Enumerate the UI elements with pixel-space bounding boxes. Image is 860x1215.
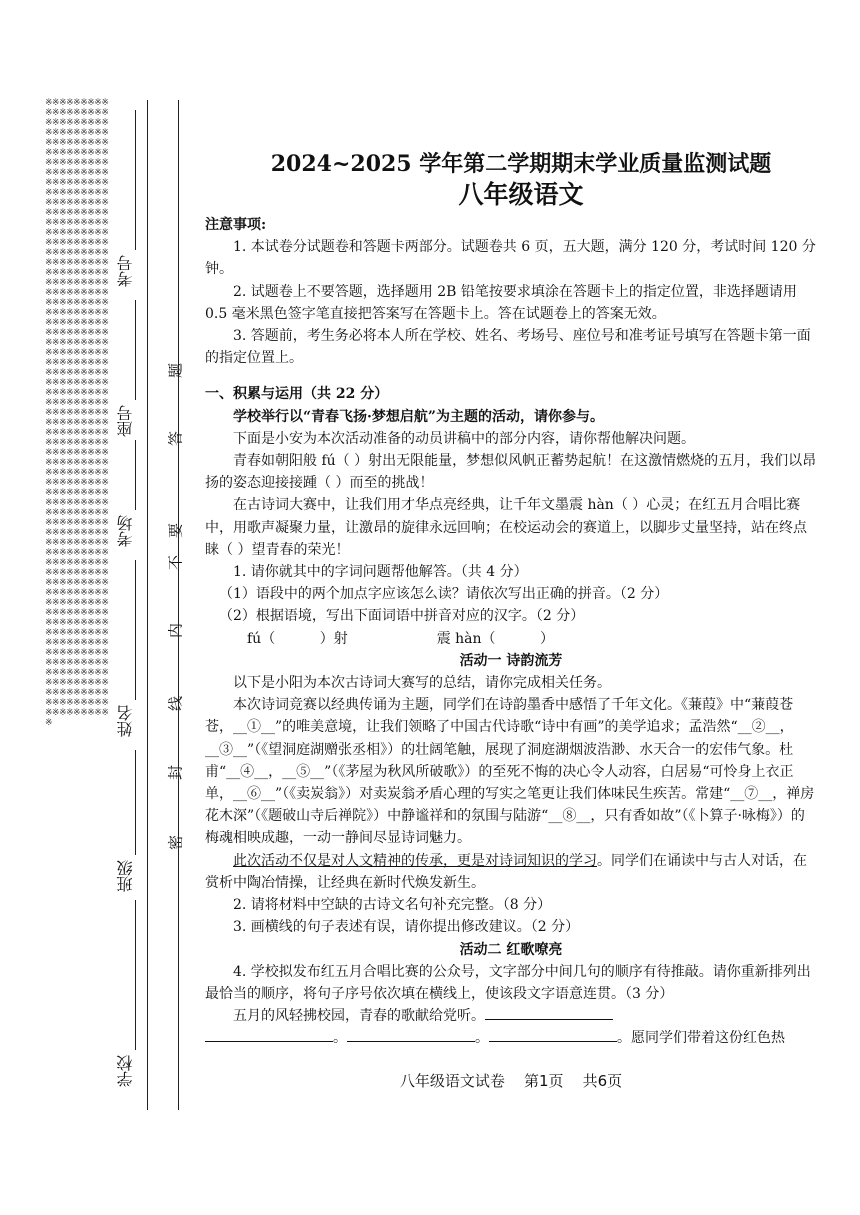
section-heading: 一、积累与运用（共 22 分） <box>205 386 389 403</box>
activity2-title: 活动二 红歌嘹亮 <box>459 941 563 958</box>
seal-char: 题 <box>166 363 185 379</box>
seat-number-label: 座号 <box>116 405 135 437</box>
seal-char: 线 <box>166 696 185 712</box>
seal-char: 要 <box>166 523 185 539</box>
speech-paragraph: 青春如朝阳般 fú（ ）射出无限能量，梦想似风帆正蓄势起航！在这激情燃烧的五月，我们以昂扬的姿态迎接接踵（ ）而至的挑战！ <box>205 453 817 492</box>
seal-char: 不 <box>166 555 185 571</box>
note-item: 1. 本试卷分试题卷和答题卡两部分。试题卷共 6 页，五大题，满分 120 分，考试时间 120 分钟。 <box>205 239 816 278</box>
answer-blank[interactable] <box>347 1027 475 1042</box>
poster-text-end: 。愿同学们带着这份红色热 <box>617 1030 785 1047</box>
class-field[interactable] <box>135 750 136 855</box>
exam-title: 2024~2025 学年第二学期期末学业质量监测试题 <box>270 151 772 177</box>
speech-paragraph: 在古诗词大赛中，让我们用才华点亮经典，让千年文墨震 hàn（ ）心灵；在红五月合唱比赛中，用歌声凝聚力量，让激昂的旋律永远回响；在校运动会的赛道上，以脚步丈量坚持，站在终点睐（ ）望青春的荣光！ <box>205 497 807 558</box>
section-intro: 学校举行以“青春飞扬·梦想启航”为主题的活动，请你参与。 <box>233 408 604 425</box>
seal-char: 答 <box>166 431 185 447</box>
name-field[interactable] <box>135 560 136 700</box>
exam-content: 2024~2025 学年第二学期期末学业质量监测试题 八年级语文 注意事项: 1. 本试卷分试题卷和答题卡两部分。试题卷共 6 页，五大题，满分 120 分，考试时间 120 分钟。 2. 试题卷上不要答题，选择题用 2B 铅笔按要求填涂在答题卡上的指定位置，非选择题请用 0.5 毫米黑色签字笔直接把答案写在答题卡上。答在试题卷上的答案无效。 3. 答题前，考生务必将本人所在学校、姓名、考场号、座位号和准考证号填写在答题卡第一面的指定位置上。 一、积累与运用（共 22 分） 学校举行以“青春飞扬·梦想启航”为主题的活动，请你参与。 下面是小安为本次活动准备的动员讲稿中的部分内容，请你帮他解决问题。 青春如朝阳般 fú（ ）射出无限能量，梦想似风帆正蓄势起航！在这激情燃烧的五月，我们以昂扬的姿态迎接接踵（ ）而至的挑战！ 在古诗词大赛中，让我们用才华点亮经典，让千年文墨震 hàn（ ）心灵；在红五月合唱比赛中，用歌声凝聚力量，让激昂的旋律永远回响；在校运动会的赛道上，以脚步丈量坚持，站在终点睐（ ）望青春的荣光！ 1. 请你就其中的字词问题帮他解答。（共 4 分） （1）语段中的两个加点字应该怎么读？请依次写出正确的拼音。（2 分） （2）根据语境，写出下面词语中拼音对应的汉字。（2 分） fú（ ）射 震 hàn（ ） 活动一 诗韵流芳 以下是小阳为本次古诗词大赛写的总结，请你完成相关任务。 本次诗词竞赛以经典传诵为主题，同学们在诗韵墨香中感悟了千年文化。《蒹葭》中“蒹葭苍苍，__①__”的唯美意境，让我们领略了中国古代诗歌“诗中有画”的美学追求；孟浩然“__②__，__③__”（《望洞庭湖赠张丞相》）的壮阔笔触，展现了洞庭湖烟波浩渺、水天合一的宏伟气象。杜甫“__④__，__⑤__”（《茅屋为秋风所破歌》）的至死不悔的决心令人动容，白居易“可怜身上衣正单，__⑥__”（《卖炭翁》）对卖炭翁矛盾心理的写实之笔更让我们体味民生疾苦。常建“__⑦__，禅房花木深”（《题破山寺后禅院》）中静谧祥和的氛围与陆游“__⑧__，只有香如故”（《卜算子·咏梅》）的梅魂相映成趣，一动一静间尽显诗词魅力。 此次活动不仅是对人文精神的传承，更是对诗词知识的学习。同学们在诵读中与古人对话，在赏析中陶冶情操，让经典在新时代焕发新生。 2. 请将材料中空缺的古诗文名句补充完整。（8 分） 3. 画横线的句子表述有误，请你提出修改建议。（2 分） 活动二 红歌嘹亮 4. 学校拟发布红五月合唱比赛的公众号，文字部分中间几句的顺序有待推敲。请你重新排列出最恰当的顺序，将句子序号依次填在横线上，使该段文字语意连贯。（3 分） 五月的风轻拂校园，青春的歌献给党听。 。 。 。愿同学们带着这份红色热 <box>205 151 817 1047</box>
notes-heading: 注意事项: <box>205 217 267 233</box>
underlined-sentence: 此次活动不仅是对人文精神的传承，更是对诗词知识的学习 <box>233 852 597 869</box>
seal-char: 密 <box>166 835 185 851</box>
seal-char: 封 <box>166 765 185 781</box>
exam-room-label: 考场 <box>116 515 135 547</box>
exam-room-field[interactable] <box>135 440 136 510</box>
paragraph: 下面是小安为本次活动准备的动员讲稿中的部分内容，请你帮他解决问题。 <box>233 430 695 447</box>
activity1-summary-end: 。同学们在诵读中与古人对话，在赏析中陶冶情操，让经典在新时代焕发新生。 <box>205 852 807 891</box>
class-label: 班级 <box>116 860 135 892</box>
margin-line <box>178 100 179 1110</box>
exam-number-label: 考号 <box>116 255 135 287</box>
exam-number-field[interactable] <box>135 110 136 250</box>
note-item: 3. 答题前，考生务必将本人所在学校、姓名、考场号、座位号和准考证号填写在答题卡第一面的指定位置上。 <box>205 328 811 367</box>
binding-margin <box>0 0 205 1215</box>
page-footer: 八年级语文试卷 第1页 共6页 <box>399 1072 623 1090</box>
question-1a: （1）语段中的两个加点字应该怎么读？请依次写出正确的拼音。（2 分） <box>219 586 669 603</box>
question-1b-items: fú（ ）射 震 hàn（ ） <box>247 630 555 647</box>
question-3: 3. 画横线的句子表述有误，请你提出修改建议。（2 分） <box>233 919 580 936</box>
seat-number-field[interactable] <box>135 300 136 400</box>
activity1-title: 活动一 诗韵流芳 <box>459 652 563 669</box>
seal-char: 内 <box>166 623 185 639</box>
name-label: 姓名 <box>116 705 135 737</box>
question-2: 2. 请将材料中空缺的古诗文名句补充完整。（8 分） <box>233 897 552 914</box>
answer-blank[interactable] <box>485 1005 613 1020</box>
question-4: 4. 学校拟发布红五月合唱比赛的公众号，文字部分中间几句的顺序有待推敲。请你重新排列出最恰当的顺序，将句子序号依次填在横线上，使该段文字语意连贯。（3 分） <box>205 963 811 1002</box>
school-field[interactable] <box>135 900 136 1050</box>
activity1-intro: 以下是小阳为本次古诗词大赛写的总结，请你完成相关任务。 <box>233 675 611 692</box>
note-item: 2. 试题卷上不要答题，选择题用 2B 铅笔按要求填涂在答题卡上的指定位置，非选择题请用 0.5 毫米黑色签字笔直接把答案写在答题卡上。答在试题卷上的答案无效。 <box>205 283 797 322</box>
seal-line <box>147 100 148 1110</box>
poster-text-start: 五月的风轻拂校园，青春的歌献给党听。 <box>233 1008 485 1025</box>
question-1: 1. 请你就其中的字词问题帮他解答。（共 4 分） <box>233 564 528 581</box>
activity1-summary: 本次诗词竞赛以经典传诵为主题，同学们在诗韵墨香中感悟了千年文化。《蒹葭》中“蒹葭苍苍，__①__”的唯美意境，让我们领略了中国古代诗歌“诗中有画”的美学追求；孟浩然“__②__，__③__”（《望洞庭湖赠张丞相》）的壮阔笔触，展现了洞庭湖烟波浩渺、水天合一的宏伟气象。杜甫“__④__，__⑤__”（《茅屋为秋风所破歌》）的至死不悔的决心令人动容，白居易“可怜身上衣正单，__⑥__”（《卖炭翁》）对卖炭翁矛盾心理的写实之笔更让我们体味民生疾苦。常建“__⑦__，禅房花木深”（《题破山寺后禅院》）中静谧祥和的氛围与陆游“__⑧__，只有香如故”（《卜算子·咏梅》）的梅魂相映成趣，一动一静间尽显诗词魅力。 <box>205 697 815 847</box>
school-label: 学校 <box>116 1055 135 1087</box>
question-1b: （2）根据语境，写出下面词语中拼音对应的汉字。（2 分） <box>219 608 585 625</box>
exam-subject: 八年级语文 <box>458 180 584 209</box>
answer-blank[interactable] <box>205 1027 333 1042</box>
star-border: ※※※※※※※※※※※※※※※※※※※※※※※※※※※※※※※※※※※※※※※※※※※※※※※※※※※※※※※※※※※※※※※※※※※※※※※※※※※※※※※※※※※※※※※※※※※※※※※※※※※※※※※※※※※※※※※※※※※※※※※※※※※※※※※※※※※※※※※※※※※※※※※※※※※※※※※※※※※※※※※※※※※※※※※※※※※※※※※※※※※※※※※※※※※※※※※※※※※※※※※※※※※※※※※※※※※※※※※※※※※※※※※※※※※※※※※※※※※※※※※※※※※※※※※※※※※※※※※※※※※※※※※※※※※※※※※※※※※※※※※※※※※※※※※※※※※※※※※※※※※※※※※※※※※※※※※※※※※※※※※※※※※※※※※※※※※※※※※※※※※※※※※※※※※※※※※※※※※※※※※※※※※※※※※※※※※※※※※※※※※※※※※※※※※※※※※※※※※※※※※※※※※※※※※※※※※※※※※※※※※※※※※※※※※※※※※※※※※※※※※※※※※※※※※※※※※※※※※※※※※※※※※※※※※※※※※※※※※※※※※※※※※※※※※※※※※※※※※※※※※※※※※※※※※※※※※※※※※※※※※※※※※※※※※※※※※※※※※※※※※※※※※※※※※※※※※※※※※※※※※ <box>45 98 109 728</box>
answer-blank[interactable] <box>489 1027 617 1042</box>
